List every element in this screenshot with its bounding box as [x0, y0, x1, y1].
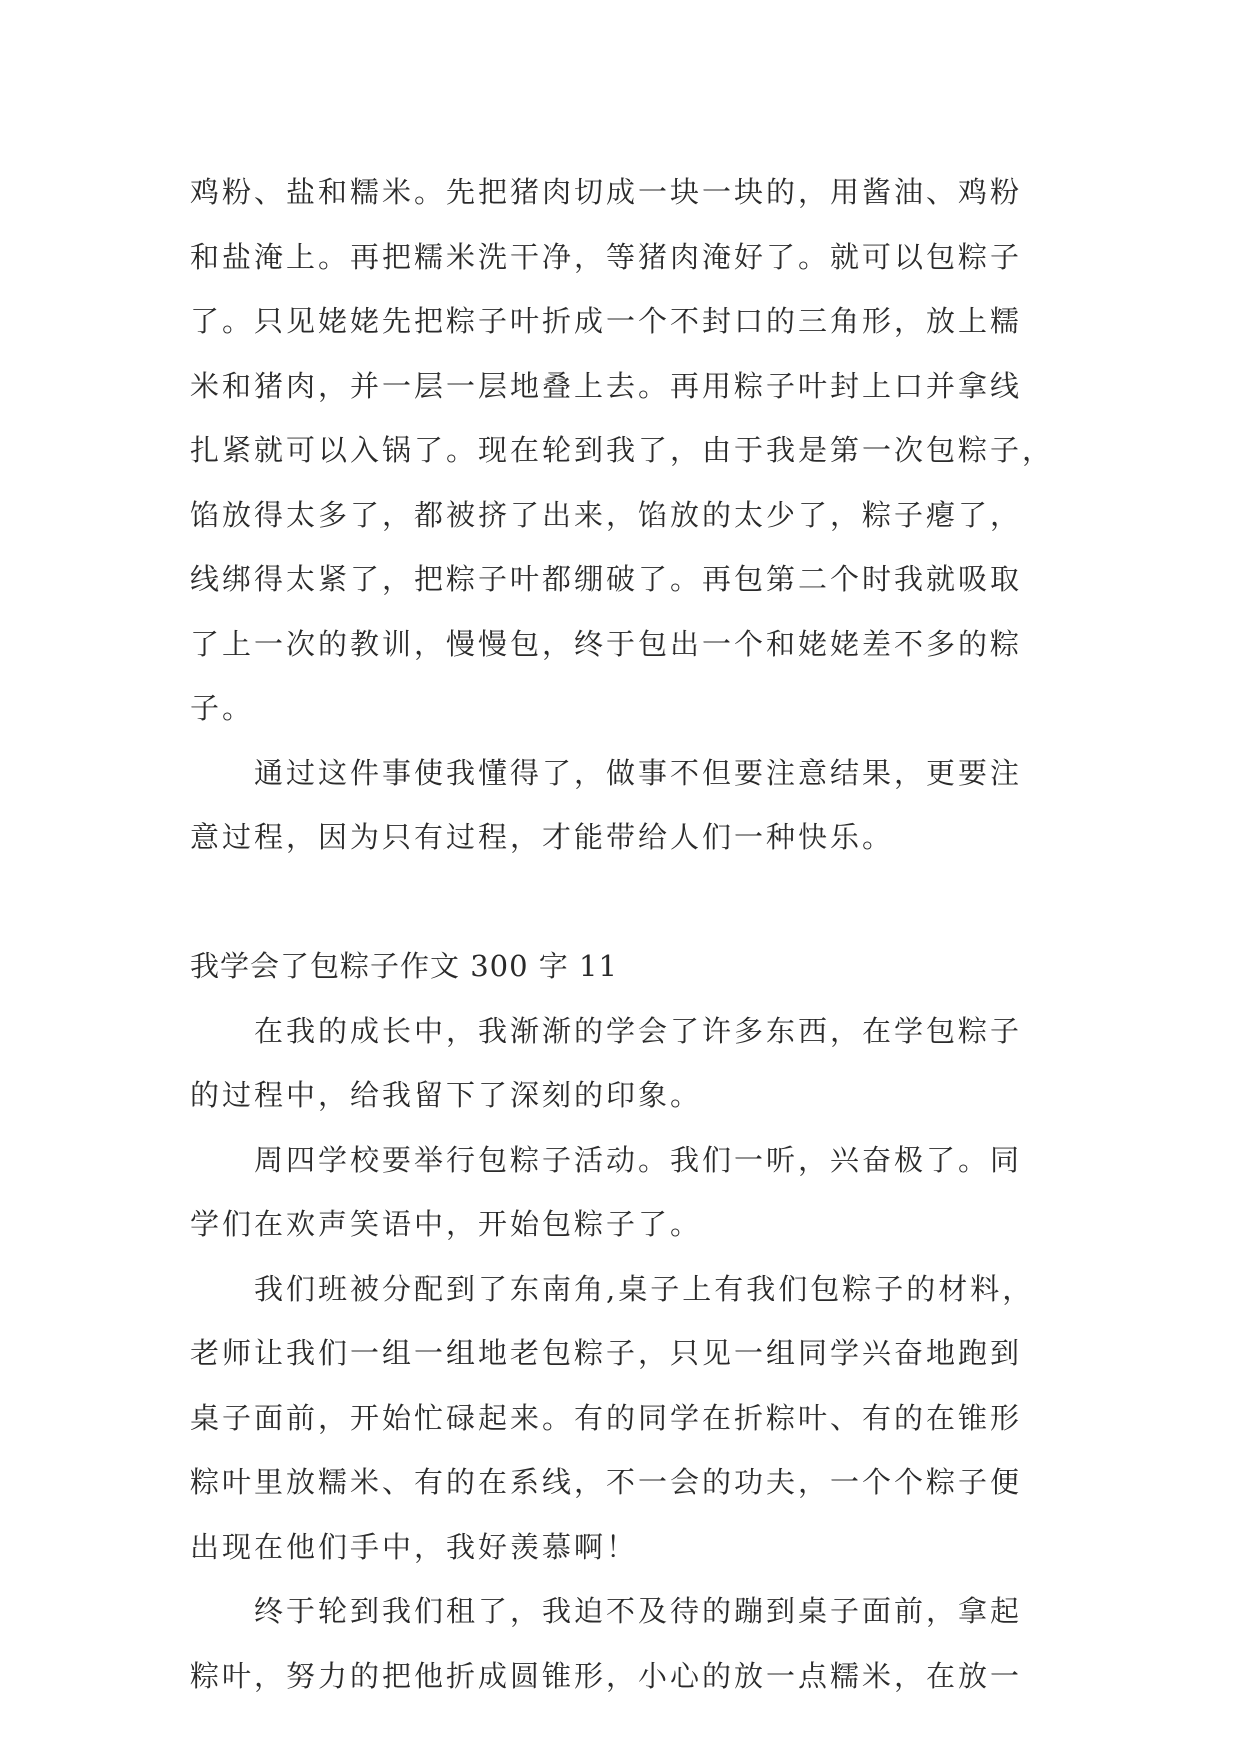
paragraph — [190, 999, 1050, 1128]
text-line: 粽叶，努力的把他折成圆锥形，小心的放一点糯米，在放一 — [190, 1658, 1023, 1693]
text-line: 了。只见姥姥先把粽子叶折成一个不封口的三角形，放上糯 — [190, 304, 1023, 338]
text-line: 粽叶里放糯米、有的在系线，不一会的功夫，一个个粽子便 — [190, 1465, 1023, 1499]
text-line: 周四学校要举行包粽子活动。我们一听，兴奋极了。同 — [254, 1142, 1023, 1177]
text-line: 线绑得太紧了，把粽子叶都绷破了。再包第二个时我就吸取 — [190, 562, 1023, 596]
text-line: 意过程，因为只有过程，才能带给人们一种快乐。 — [190, 820, 895, 854]
document-page — [190, 160, 1055, 1708]
paragraph — [190, 1257, 1050, 1580]
text-line: 在我的成长中，我渐渐的学会了许多东西，在学包粽子 — [254, 1013, 1023, 1048]
text-line: 学们在欢声笑语中，开始包粽子了。 — [190, 1207, 703, 1241]
essay-title: 我学会了包粽子作文 300 字 11 — [190, 949, 618, 983]
text-line: 通过这件事使我懂得了，做事不但要注意结果，更要注 — [254, 755, 1023, 790]
text-line: 米和猪肉，并一层一层地叠上去。再用粽子叶封上口并拿线 — [190, 368, 1023, 403]
text-line: 了上一次的教训，慢慢包，终于包出一个和姥姥差不多的粽 — [190, 626, 1023, 661]
paragraph — [190, 741, 1050, 870]
text-line: 我们班被分配到了东南角,桌子上有我们包粽子的材料， — [254, 1271, 1035, 1306]
text-line: 扎紧就可以入锅了。现在轮到我了，由于我是第一次包粽子， — [190, 433, 1055, 467]
blank-line — [190, 870, 1050, 935]
text-line: 桌子面前，开始忙碌起来。有的同学在折粽叶、有的在锥形 — [190, 1400, 1023, 1435]
text-line: 终于轮到我们租了，我迫不及待的蹦到桌子面前，拿起 — [254, 1594, 1023, 1628]
text-line: 老师让我们一组一组地老包粽子，只见一组同学兴奋地跑到 — [190, 1336, 1023, 1370]
paragraph — [190, 1128, 1050, 1257]
text-line: 子。 — [190, 691, 255, 725]
text-line: 的过程中，给我留下了深刻的印象。 — [190, 1078, 703, 1112]
text-line: 和盐淹上。再把糯米洗干净，等猪肉淹好了。就可以包粽子 — [190, 239, 1023, 274]
paragraph — [190, 1579, 1050, 1708]
text-line: 鸡粉、盐和糯米。先把猪肉切成一块一块的，用酱油、鸡粉 — [190, 175, 1023, 209]
text-line: 出现在他们手中，我好羡慕啊！ — [190, 1529, 639, 1564]
paragraph — [190, 160, 1055, 741]
text-line: 馅放得太多了，都被挤了出来，馅放的太少了，粽子瘪了， — [190, 497, 1023, 532]
